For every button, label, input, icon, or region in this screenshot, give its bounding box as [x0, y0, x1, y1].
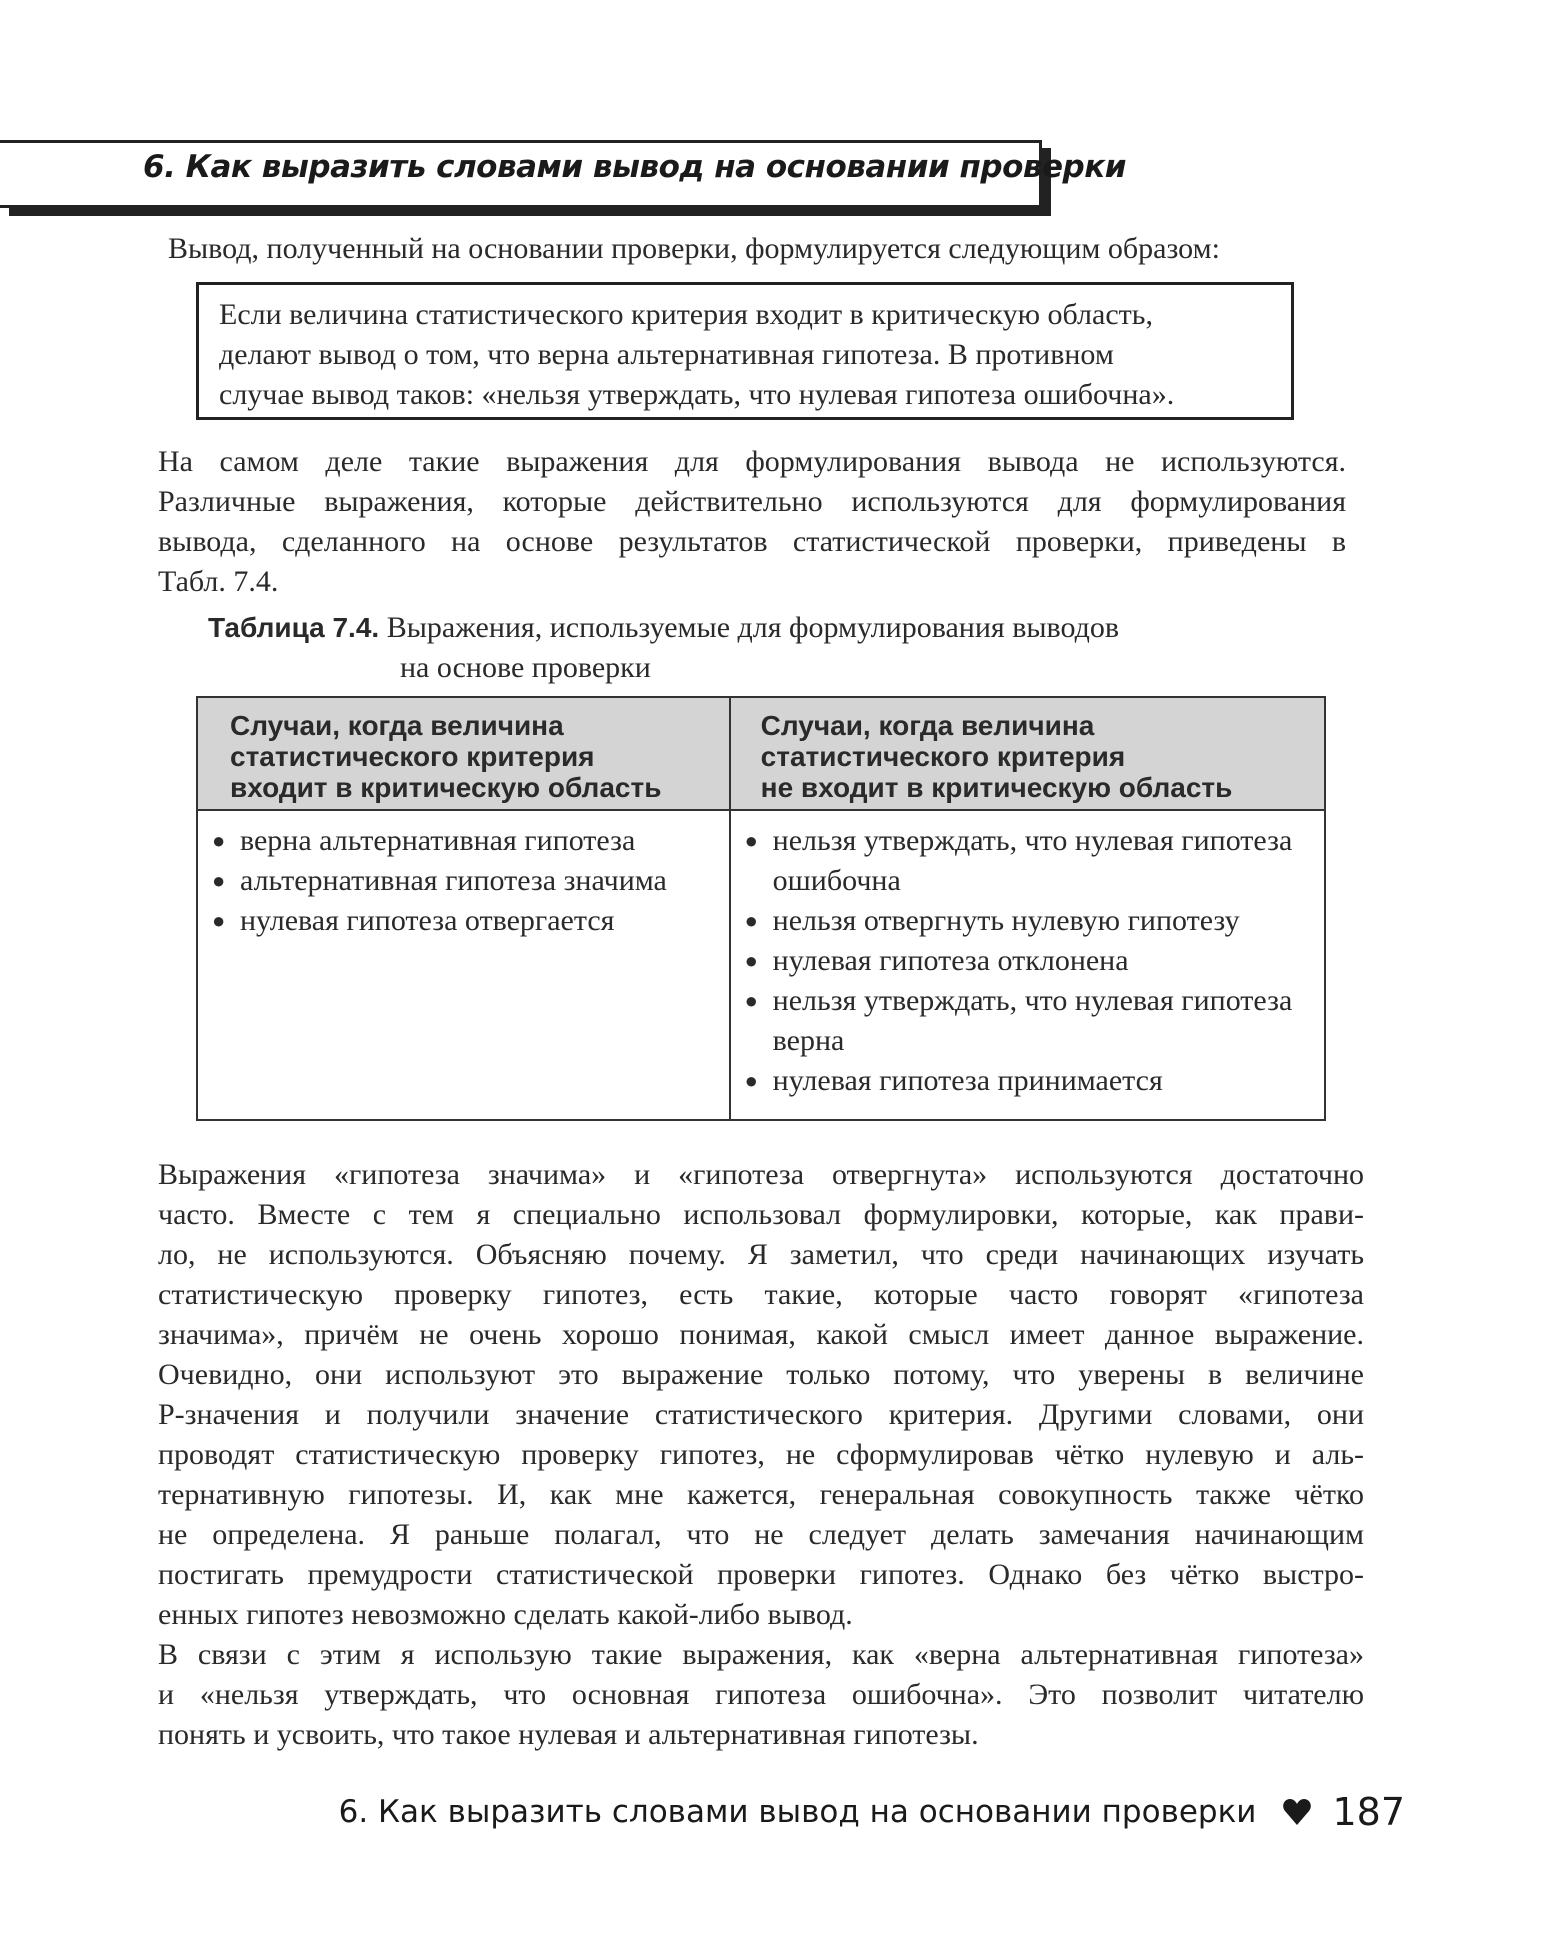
text-line: не определена. Я раньше полагал, что не следует делать замечания начинающим: [158, 1518, 1364, 1551]
text-line: ло, не используются. Объясняю почему. Я заметил, что среди начинающих изучать: [158, 1238, 1364, 1271]
table-cell-col2: [730, 810, 1325, 1120]
text-line: P-значения и получили значение статистического критерия. Другими словами, они: [158, 1398, 1364, 1431]
text-line: Выражения «гипотеза значима» и «гипотеза отвергнута» используются достаточно: [158, 1158, 1364, 1191]
bullet-icon: ●: [744, 988, 758, 1013]
text-line: значима», причём не очень хорошо понимая, какой смысл имеет данное выражение.: [158, 1318, 1364, 1351]
text-line: проводят статистическую проверку гипотез, не сформулировав чётко нулевую и аль-: [158, 1438, 1364, 1471]
list-item: [745, 941, 1293, 981]
section-title: 6. Как выразить словами вывод на основании проверки: [143, 149, 1126, 185]
text-line: В связи с этим я использую такие выражения, как «верна альтернативная гипотеза»: [158, 1638, 1364, 1671]
text-line: тернативную гипотезы. И, как мне кажется, генеральная совокупность также чётко: [158, 1478, 1364, 1511]
list-item: [745, 821, 1293, 901]
text-line: статистическую проверку гипотез, есть такие, которые часто говорят «гипотеза: [158, 1278, 1364, 1311]
list-item-text: нулевая гипотеза принимается: [772, 1064, 1163, 1097]
list-item: [212, 901, 729, 941]
col1-list: [212, 821, 729, 941]
page-footer: [339, 1790, 1405, 1834]
text-line: постигать премудрости статистической проверки гипотез. Однако без чётко выстро-: [158, 1558, 1364, 1591]
header-line: статистического критерия: [760, 741, 1126, 772]
list-item-text: нельзя утверждать, что нулевая гипотеза ошибочна: [772, 824, 1293, 897]
section-heading-box: [0, 140, 1126, 208]
heart-icon: [1282, 1797, 1312, 1827]
header-line: Случаи, когда величина: [230, 710, 564, 741]
text-line: Табл. 7.4.: [158, 565, 279, 598]
text-line: понять и усвоить, что такое нулевая и альтернативная гипотезы.: [158, 1718, 979, 1751]
table-header-not-in-region: [730, 697, 1325, 810]
header-line: не входит в критическую область: [760, 772, 1233, 803]
list-item: [745, 981, 1293, 1061]
table-caption-text: Выражения, используемые для формулирования выводов: [386, 611, 1120, 644]
text-line: Различные выражения, которые действительно используются для формулирования: [158, 485, 1346, 518]
table-cell-col1: [197, 810, 730, 1120]
intro-text: Вывод, полученный на основании проверки, формулируется следующим образом:: [168, 232, 1220, 265]
list-item-text: нельзя отвергнуть нулевую гипотезу: [772, 904, 1240, 937]
expressions-table: [196, 696, 1326, 1121]
text-line: вывода, сделанного на основе результатов статистической проверки, приведены в: [158, 525, 1346, 558]
table-row: [197, 810, 1325, 1120]
text-line: и «нельзя утверждать, что основная гипотеза ошибочна». Это позволит читателю: [158, 1678, 1364, 1711]
bullet-icon: ●: [744, 908, 758, 933]
list-item-text: альтернативная гипотеза значима: [240, 864, 667, 897]
text-line: Очевидно, они используют это выражение только потому, что уверены в величине: [158, 1358, 1364, 1391]
running-title: 6. Как выразить словами вывод на основании проверки: [338, 1794, 1257, 1830]
list-item-text: нельзя утверждать, что нулевая гипотеза верна: [772, 984, 1293, 1057]
list-item: [212, 821, 729, 861]
list-item: [212, 861, 729, 901]
col2-list: [745, 821, 1324, 1101]
table-caption: [208, 608, 1119, 688]
table-caption-label: Таблица 7.4.: [208, 612, 380, 643]
rule-box: [196, 282, 1294, 420]
header-line: статистического критерия: [230, 741, 595, 772]
list-item: [745, 1061, 1293, 1101]
bullet-icon: ●: [744, 828, 758, 853]
paragraph-1: [158, 442, 1346, 602]
table-caption-text: на основе проверки: [400, 651, 651, 684]
list-item-text: нулевая гипотеза отклонена: [772, 944, 1129, 977]
rule-line: делают вывод о том, что верна альтернативная гипотеза. В противном: [219, 338, 1114, 371]
bullet-icon: ●: [212, 908, 226, 933]
text-line: енных гипотез невозможно сделать какой-либо вывод.: [158, 1598, 853, 1631]
list-item: [745, 901, 1293, 941]
table-header-row: [197, 697, 1325, 810]
bullet-icon: ●: [212, 828, 226, 853]
rule-line: Если величина статистического критерия входит в критическую область,: [219, 298, 1153, 331]
list-item-text: нулевая гипотеза отвергается: [240, 904, 615, 937]
list-item-text: верна альтернативная гипотеза: [240, 824, 636, 857]
bullet-icon: ●: [212, 868, 226, 893]
header-line: входит в критическую область: [230, 772, 662, 803]
page-number: 187: [1332, 1790, 1405, 1834]
table-header-in-region: [197, 697, 730, 810]
bullet-icon: ●: [744, 948, 758, 973]
text-line: часто. Вместе с тем я специально использовал формулировки, которые, как прави-: [158, 1198, 1364, 1231]
text-line: На самом деле такие выражения для формулирования вывода не используются.: [158, 445, 1346, 478]
paragraph-2: [158, 1155, 1364, 1755]
rule-line: случае вывод таков: «нельзя утверждать, что нулевая гипотеза ошибочна».: [219, 378, 1175, 411]
bullet-icon: ●: [744, 1068, 758, 1093]
header-line: Случаи, когда величина: [760, 710, 1095, 741]
